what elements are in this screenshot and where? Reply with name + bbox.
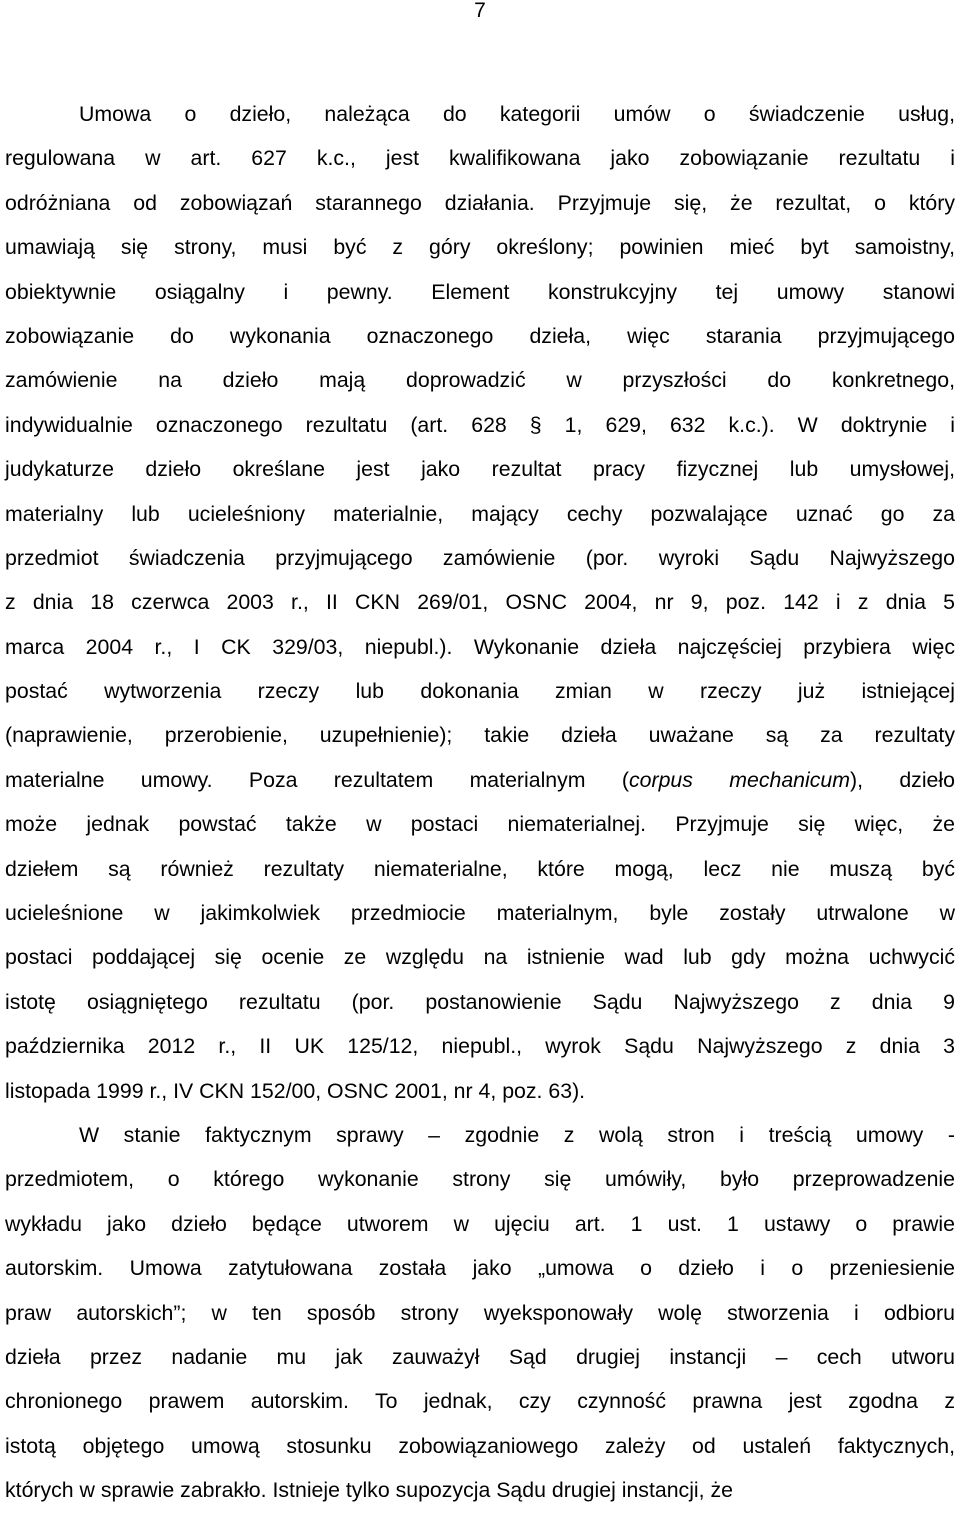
text-line: chronionego prawem autorskim. To jednak, czy czynność prawna jest zgodna z [5,1389,955,1414]
text-line: może jednak powstać także w postaci niematerialnej. Przyjmuje się więc, że [5,812,955,837]
text-line: ucieleśnione w jakimkolwiek przedmiocie materialnym, byle zostały utrwalone w [5,901,955,926]
text-line: dziełem są również rezultaty niematerialne, które mogą, lecz nie muszą być [5,856,955,881]
document-body [5,92,955,1513]
text-line: istotę osiągniętego rezultatu (por. postanowienie Sądu Najwyższego z dnia 9 [5,989,955,1014]
text-line: z dnia 18 czerwca 2003 r., II CKN 269/01, OSNC 2004, nr 9, poz. 142 i z dnia 5 [5,590,955,615]
text-line: regulowana w art. 627 k.c., jest kwalifikowana jako zobowiązanie rezultatu i [5,146,955,171]
text-line: zobowiązanie do wykonania oznaczonego dzieła, więc starania przyjmującego [5,323,955,348]
text-line: przedmiotem, o którego wykonanie strony się umówiły, było przeprowadzenie [5,1167,955,1192]
text-line: indywidualnie oznaczonego rezultatu (art. 628 § 1, 629, 632 k.c.). W doktrynie i [5,412,955,437]
text-line: judykaturze dzieło określane jest jako rezultat pracy fizycznej lub umysłowej, [5,457,955,482]
text-line: dzieła przez nadanie mu jak zauważył Sąd drugiej instancji – cech utworu [5,1344,955,1369]
paragraph [5,1113,955,1513]
text-line: praw autorskich”; w ten sposób strony wyeksponowały wolę stworzenia i odbioru [5,1300,955,1325]
text-line: (naprawienie, przerobienie, uzupełnienie); takie dzieła uważane są za rezultaty [5,723,955,748]
text-line: listopada 1999 r., IV CKN 152/00, OSNC 2001, nr 4, poz. 63). [5,1078,586,1103]
text-line: istotą objętego umową stosunku zobowiązaniowego zależy od ustaleń faktycznych, [5,1433,955,1458]
text-line: października 2012 r., II UK 125/12, niepubl., wyrok Sądu Najwyższego z dnia 3 [5,1034,955,1059]
text-line: marca 2004 r., I CK 329/03, niepubl.). Wykonanie dzieła najczęściej przybiera więc [5,634,955,659]
text-line: odróżniana od zobowiązań starannego działania. Przyjmuje się, że rezultat, o który [5,190,955,215]
text-line: zamówienie na dzieło mają doprowadzić w przyszłości do konkretnego, [5,368,955,393]
text-line: przedmiot świadczenia przyjmującego zamówienie (por. wyroki Sądu Najwyższego [5,545,955,570]
text-line: których w sprawie zabrakło. Istnieje tylko supozycja Sądu drugiej instancji, że [5,1478,733,1503]
text-line: materialne umowy. Poza rezultatem materialnym (corpus mechanicum), dzieło [5,767,955,792]
page-number: 7 [474,0,486,22]
text-line: postać wytworzenia rzeczy lub dokonania zmian w rzeczy już istniejącej [5,679,955,704]
text-line: Umowa o dzieło, należąca do kategorii umów o świadczenie usług, [79,102,955,126]
text-line: wykładu jako dzieło będące utworem w ujęciu art. 1 ust. 1 ustawy o prawie [5,1211,955,1236]
paragraph [5,92,955,1113]
text-line: W stanie faktycznym sprawy – zgodnie z wolą stron i treścią umowy - [79,1122,955,1147]
text-line: postaci poddającej się ocenie ze względu na istnienie wad lub gdy można uchwycić [5,945,955,970]
text-line: materialny lub ucieleśniony materialnie, mający cechy pozwalające uznać go za [5,501,955,526]
text-line: autorskim. Umowa zatytułowana została jako „umowa o dzieło i o przeniesienie [5,1256,955,1281]
text-line: umawiają się strony, musi być z góry określony; powinien mieć byt samoistny, [5,235,955,260]
text-line: obiektywnie osiągalny i pewny. Element konstrukcyjny tej umowy stanowi [5,279,955,304]
